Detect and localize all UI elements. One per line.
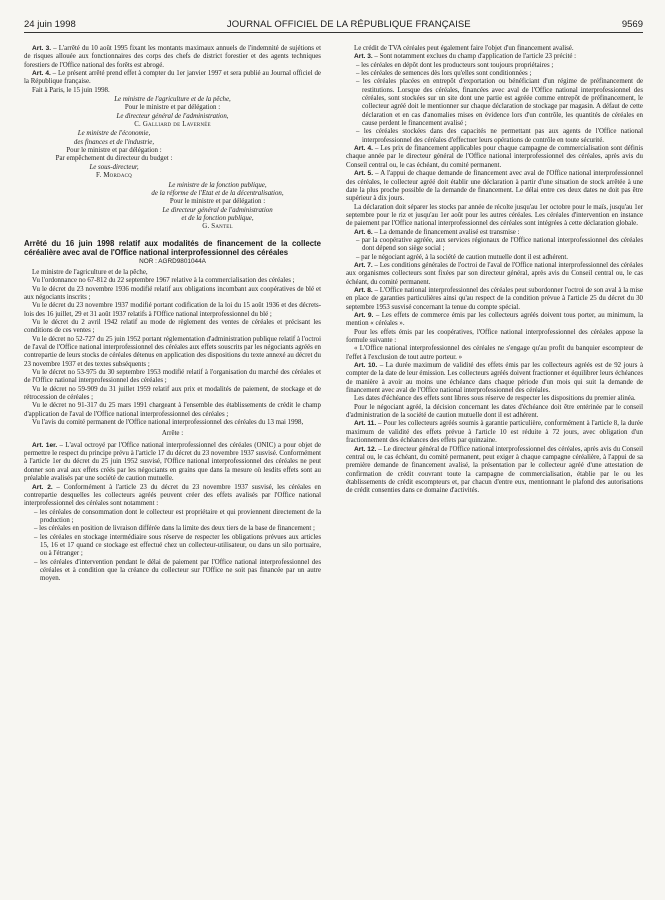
- visa: Vu le décret du 2 avril 1942 relatif au mode de règlement des ventes de céréales et précisant les conditions de ces ventes ;: [24, 318, 321, 335]
- visa: Vu le décret no 52-727 du 25 juin 1952 portant réglementation d'administration publique relatif à l'octroi de l'aval de l'Office national interprofessionnel des céréales aux effets souscrits par les négociants agréés en contrepartie de leurs stocks de céréales détenus en application des dispositions du texte annexé au décret du 23 novembre 1937 et des textes subséquents ;: [24, 335, 321, 368]
- header-date: 24 juin 1998: [24, 19, 76, 30]
- visa: Vu l'ordonnance no 67-812 du 22 septembre 1967 relative à la commercialisation des céréales ;: [32, 277, 295, 285]
- signature-block-agriculture: Le ministre de l'agriculture et de la pêche, Pour le ministre et par délégation : Le directeur général de l'administration, C. Galliard de Lavernée: [114, 96, 231, 129]
- list-item: – les céréales d'intervention pendant le délai de paiement par l'Office national interprofessionnel des céréales et à condition que la créance du collecteur sur l'Office ne soit pas financée par un autre moyen.: [40, 559, 321, 584]
- paragraph: La déclaration doit séparer les stocks par année de récolte jusqu'au 1er octobre pour le maïs, jusqu'au 1er septembre pour le riz et jusqu'au 1er août pour les autres céréales. Les céréales d'intervention en instance de paiement par l'Office national interprofessionnel des céréales sont intégrées à cette déclaration globale.: [346, 203, 643, 228]
- article: Art. 3. – Sont notamment exclues du champ d'application de l'article 23 précité :: [354, 53, 577, 61]
- intro: Le ministre de l'agriculture et de la pêche,: [32, 268, 148, 276]
- right-column: [346, 45, 643, 584]
- list-item: – les céréales de consommation dont le collecteur est propriétaire et qui proviennent directement de la production ;: [40, 509, 321, 526]
- signature-block-economie: Le ministre de l'économie, des finances et de l'industrie, Pour le ministre et par délégation : Par empêchement du directeur du budget : Le sous-directeur, F. Mordacq: [55, 130, 173, 180]
- list-item: – les céréales stockées dans des capacités ne permettant pas aux agents de l'Office national interprofessionnel des céréales d'effectuer leurs opérations de contrôle en toute sécurité.: [362, 128, 643, 145]
- header-journal-title: JOURNAL OFFICIEL DE LA RÉPUBLIQUE FRANÇAISE: [226, 19, 471, 30]
- arrete-heading: Arrête :: [161, 430, 184, 438]
- article: Art. 8. – L'Office national interprofessionnel des céréales peut subordonner l'octroi de son aval à la mise en place de garanties particulières ainsi qu'au respect de la condition prévue à l'article 25 du décret du 30 septembre 1953 susvisé concernant la tenue du compte spécial.: [346, 286, 643, 311]
- article: Art. 5. – A l'appui de chaque demande de financement avec aval de l'Office national interprofessionnel des céréales, le collecteur agréé doit établir une déclaration à partir d'une situation de stock arrêtée à une date la plus proche possible de la demande de financement. Le délai entre ces deux dates ne doit pas être supérieur à dix jours.: [346, 170, 643, 203]
- list-item: – les céréales en stockage intermédiaire sous réserve de respecter les obligations prévues aux articles 15, 16 et 17 quand ce stockage est effectué chez un collecteur-utilisateur, ou dans un silo portuaire, ou à l'étranger ;: [40, 534, 321, 559]
- article: Art. 4. – Le présent arrêté prend effet à compter du 1er janvier 1997 et sera publié au Journal officiel de la République française.: [24, 70, 321, 86]
- fait-a-paris: Fait à Paris, le 15 juin 1998.: [32, 86, 110, 94]
- visa: Vu l'avis du comité permanent de l'Office national interprofessionnel des céréales du 13 mai 1998,: [32, 419, 304, 427]
- nor-reference: NOR : AGRD9801044A: [139, 257, 206, 265]
- list-item: – par le négociant agréé, à la société de caution mutuelle dont il est adhérent.: [362, 254, 643, 262]
- paragraph: Le crédit de TVA céréales peut également faire l'objet d'un financement avalisé.: [354, 45, 574, 52]
- article: Art. 9. – Les effets de commerce émis par les collecteurs agréés doivent tous porter, au minimum, la mention « céréales ».: [346, 312, 644, 328]
- article: Art. 4. – Les prix de financement applicables pour chaque campagne de commercialisation sont définis chaque année par le directeur général de l'Office national interprofessionnel des céréales, après avis du Conseil central ou, le cas échéant, du comité permanent.: [346, 145, 643, 169]
- list-item: – les céréales en position de livraison différée dans la limite des deux tiers de la base de financement ;: [40, 525, 321, 533]
- article: Art. 2. – Conformément à l'article 23 du décret du 23 novembre 1937 susvisé, les céréales en contrepartie desquelles les collecteurs agréés peuvent créer des effets avalisés par l'Office national interprofessionnel des céréales sont notamment :: [24, 483, 321, 508]
- visa: Vu le décret no 59-909 du 31 juillet 1959 relatif aux prix et modalités de paiement, de stockage et de rétrocession de céréales ;: [24, 385, 321, 402]
- paragraph: Pour les effets émis par les coopératives, l'Office national interprofessionnel des céréales appose la formule suivante :: [346, 328, 643, 345]
- article: Art. 11. – Pour les collecteurs agréés soumis à garantie particulière, conformément à l'article 8, la durée maximum de validité des effets prévue à l'article 10 est réduite à 72 jours, avec obligation d'un fractionnement des échéances des effets par quinzaine.: [346, 420, 643, 445]
- header-page-number: 9569: [621, 19, 643, 30]
- page-header: [24, 10, 643, 30]
- article: Art. 7. – Les conditions générales de l'octroi de l'aval de l'Office national interprofessionnel des céréales aux organismes collecteurs sont fixées par son directeur général, après avis du Conseil central ou, le cas échéant, du comité permanent.: [346, 261, 644, 286]
- list-item: – les céréales placées en entrepôt d'exportation ou bénéficiant d'un régime de préfinancement de restitutions. Lorsque des céréales, financées avec aval de l'Office national interprofessionnel des céréales, sont stockées sur un site dont une partie est agréée comme entrepôt de préfinancement, le collecteur agréé doit le mentionner sur chaque déclaration de stockage par magasin. A défaut de cette déclaration et en cas d'anomalies mises en évidence lors d'un contrôle, les quantités de céréales en cause perdent le financement avalisé ;: [362, 78, 643, 128]
- article: Art. 12. – Le directeur général de l'Office national interprofessionnel des céréales, après avis du Conseil central ou, le cas échéant, du comité permanent, peut exiger à chaque campagne céréalière, à l'appui de sa première demande de financement avalisé, la présentation par le collecteur agréé d'une attestation de confirmation de crédit couvrant toute la campagne de commercialisation, établie par le ou les établissements de crédit escompteurs et, par chacun d'entre eux, mentionnant le plafond des autorisations de crédit consenties dans ce domaine d'activités.: [346, 445, 644, 495]
- decree-title: Arrêté du 16 juin 1998 relatif aux modalités de financement de la collecte céréalière avec aval de l'Office national interprofessionnel des céréales: [24, 238, 321, 257]
- list: [24, 509, 321, 584]
- list-item: – les céréales en dépôt dont les producteurs sont toujours propriétaires ;: [362, 62, 643, 70]
- signature-block-fonction-publique: Le ministre de la fonction publique, de la réforme de l'Etat et de la décentralisation, Pour le ministre et par délégation : Le directeur général de l'administration et de la fonction publique, G. Santel: [151, 181, 284, 231]
- left-column: [24, 45, 321, 584]
- visa: Vu le décret du 23 novembre 1937 modifié portant codification de la loi du 15 août 1936 et des décrets-lois des 16 juillet, 29 et 31 août 1937 relatifs à l'Office national interprofessionnel du blé ;: [24, 302, 321, 318]
- list-item: – les céréales de semences dès lors qu'elles sont conditionnées ;: [362, 70, 643, 78]
- list: [346, 237, 643, 262]
- paragraph: Les dates d'échéance des effets sont libres sous réserve de respecter les dispositions du premier alinéa.: [354, 395, 636, 403]
- paragraph: « L'Office national interprofessionnel des céréales ne s'engage qu'au profit du banquier escompteur de l'effet à l'exclusion de tout autre porteur. »: [346, 345, 643, 361]
- visa: Vu le décret no 53-975 du 30 septembre 1953 modifié relatif à l'organisation du marché des céréales et de l'Office national interprofessionnel des céréales ;: [24, 369, 321, 385]
- article: Art. 10. – La durée maximum de validité des effets émis par les collecteurs agréés est de 92 jours à compter de la date de leur émission. Les collecteurs agréés doivent fractionner et équilibrer leurs échéances de manière à avoir au moins une échéance dans chaque période d'un mois qui suit la demande de financement avec aval de l'Office national interprofessionnel des céréales.: [346, 362, 644, 395]
- paragraph: Pour le négociant agréé, la décision concernant les dates d'échéance doit être entérinée par le conseil d'administration de la société de caution mutuelle dont il est adhérent.: [346, 403, 643, 420]
- visa: Vu le décret du 23 novembre 1936 modifié relatif aux obligations incombant aux coopératives de blé et aux négociants inscrits ;: [24, 285, 321, 301]
- visa: Vu le décret no 91-317 du 25 mars 1991 chargeant à l'ensemble des établissements de crédit le champ d'application de l'aval de l'Office national interprofessionnel des céréales ;: [24, 402, 321, 418]
- list: [346, 62, 643, 145]
- article: Art. 3. – L'arrêté du 10 août 1995 fixant les montants maximaux annuels de l'indemnité de sujétions et de risques allouée aux fonctionnaires des corps des chefs de district forestier et des agents techniques forestiers de l'Office national des forêts est abrogé.: [24, 45, 322, 69]
- list-item: – par la coopérative agréée, aux services régionaux de l'Office national interprofessionnel des céréales dont dépend son siège social ;: [362, 237, 643, 254]
- article: Art. 1er. – L'aval octroyé par l'Office national interprofessionnel des céréales (ONIC) a pour objet de permettre le respect du principe prévu à l'article 17 du décret du 23 novembre 1937 susvisé. Conformément à l'article 1er du décret du 25 juin 1952 susvisé, l'Office national interprofessionnel des céréales ne peut donner son aval aux effets créés par les négociants en grains que dans la mesure où lesdits effets sont au préalable avalisés par une société de caution mutuelle.: [24, 441, 321, 483]
- header-rule: [24, 32, 643, 33]
- article: Art. 6. – La demande de financement avalisé est transmise :: [354, 228, 520, 236]
